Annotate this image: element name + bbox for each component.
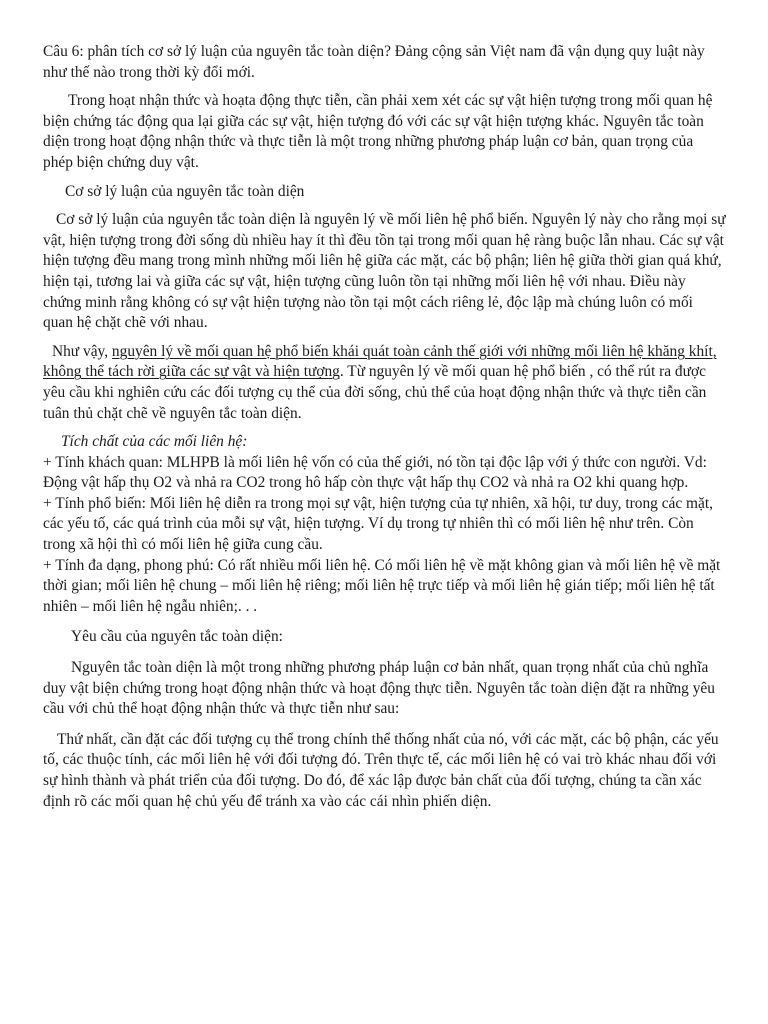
question-text: Câu 6: phân tích cơ sở lý luận của nguyên tắc toàn diện? Đảng cộng sản Việt nam đã vận dụng quy luật này như thế nào trong thời kỳ đổi mới.: [43, 43, 705, 81]
summary-underlined-text: nguyên lý về mối quan hệ phổ biến khái quát toàn cảnh thế giới với những mối liên hệ khăng khít, không thể tách rời giữa các sự vật và hiện tượng: [43, 342, 717, 381]
property-objective: + Tính khách quan: MLHPB là mối liên hệ vốn có của thế giới, nó tồn tại độc lập với ý thức con người. Vd: Động vật hấp thụ O2 và nhả ra CO2 trong hô hấp còn thực vật hấp thụ CO2 và nhả ra O2 khi quang hợp.: [43, 453, 707, 492]
summary-rest: . Từ nguyên lý về mối quan hệ phổ biến , có thể rút ra được yêu cầu khi nghiên cứu các đối tượng cụ thể của đời sống, chủ thể của hoạt động nhận thức và thực tiễn cần tuân thủ chặt chẽ về nguyên tắc toàn diện.: [43, 363, 707, 422]
section-heading-requirements: Yêu cầu của nguyên tắc toàn diện:: [71, 628, 283, 646]
basis-paragraph: Cơ sở lý luận của nguyên tắc toàn diện là nguyên lý về mối liên hệ phổ biến. Nguyên lý này cho rằng mọi sự vật, hiện tượng trong đời sống dù nhiều hay ít thì đều tồn tại trong mối quan hệ ràng buộc lẫn nhau. Các sự vật hiện tượng đều mang trong mình những mối liên hệ giữa các mặt, các bộ phận; liên hệ giữa thời gian quá khứ, hiện tại, tương lai và giữa các sự vật, hiện tượng cũng luôn tồn tại những mối liên hệ với nhau. Điều này chứng minh rằng không có sự vật hiện tượng nào tồn tại một cách riêng lẻ, độc lập mà chúng luôn có mối quan hệ chặt chẽ với nhau.: [43, 211, 726, 332]
first-requirement-paragraph: Thứ nhất, cần đặt các đối tượng cụ thể trong chính thể thống nhất của nó, với các mặt, các bộ phận, các yếu tố, các thuộc tính, các mối liên hệ với đối tượng đó. Trên thực tế, các mối liên hệ có vai trò khác nhau đối với sự hình thành và phát triển của đối tượng. Do đó, để xác lập được bản chất của đối tượng, chúng ta cần xác định rõ các mối quan hệ chủ yếu để tránh xa vào các cái nhìn phiến diện.: [43, 730, 719, 810]
intro-paragraph: Trong hoạt nhận thức và hoạta động thực tiễn, cần phải xem xét các sự vật hiện tượng trong mối quan hệ biện chứng tác động qua lại giữa các sự vật, hiện tượng đó với các sự vật hiện tượng khác. Nguyên tắc toàn diện trong hoạt động nhận thức và thực tiễn là một trong những phương pháp luận cơ bản, quan trọng của phép biện chứng duy vật.: [43, 92, 713, 171]
summary-paragraph: [43, 342, 726, 424]
property-diverse: + Tính đa dạng, phong phú: Có rất nhiều mối liên hệ. Có mối liên hệ về mặt không gian và mối liên hệ về mặt thời gian; mối liên hệ chung – mối liên hệ riêng; mối liên hệ trực tiếp và mối liên hệ gián tiếp; mối liên hệ tất nhiên – mối liên hệ ngẫu nhiên;. . .: [43, 556, 721, 615]
properties-heading: Tích chất của các mối liên hệ:: [61, 433, 248, 451]
property-universal: + Tính phổ biến: Mối liên hệ diễn ra trong mọi sự vật, hiện tượng của tự nhiên, xã hội, tư duy, trong các mặt, các yếu tố, các quá trình của mỗi sự vật, hiện tượng. Ví dụ trong tự nhiên thì có mối liên hệ như trên. Còn trong xã hội thì có mối liên hệ giữa cung cầu.: [43, 494, 713, 554]
section-heading-basis: Cơ sở lý luận của nguyên tắc toàn diện: [65, 182, 305, 200]
summary-lead: Như vậy,: [52, 342, 112, 360]
requirements-paragraph: Nguyên tắc toàn diện là một trong những phương pháp luận cơ bản nhất, quan trọng nhất của chủ nghĩa duy vật biện chứng trong hoạt động nhận thức và hoạt động thực tiễn. Nguyên tắc toàn diện đặt ra những yêu cầu với chủ thể hoạt động nhận thức và thực tiễn như sau:: [43, 659, 715, 718]
